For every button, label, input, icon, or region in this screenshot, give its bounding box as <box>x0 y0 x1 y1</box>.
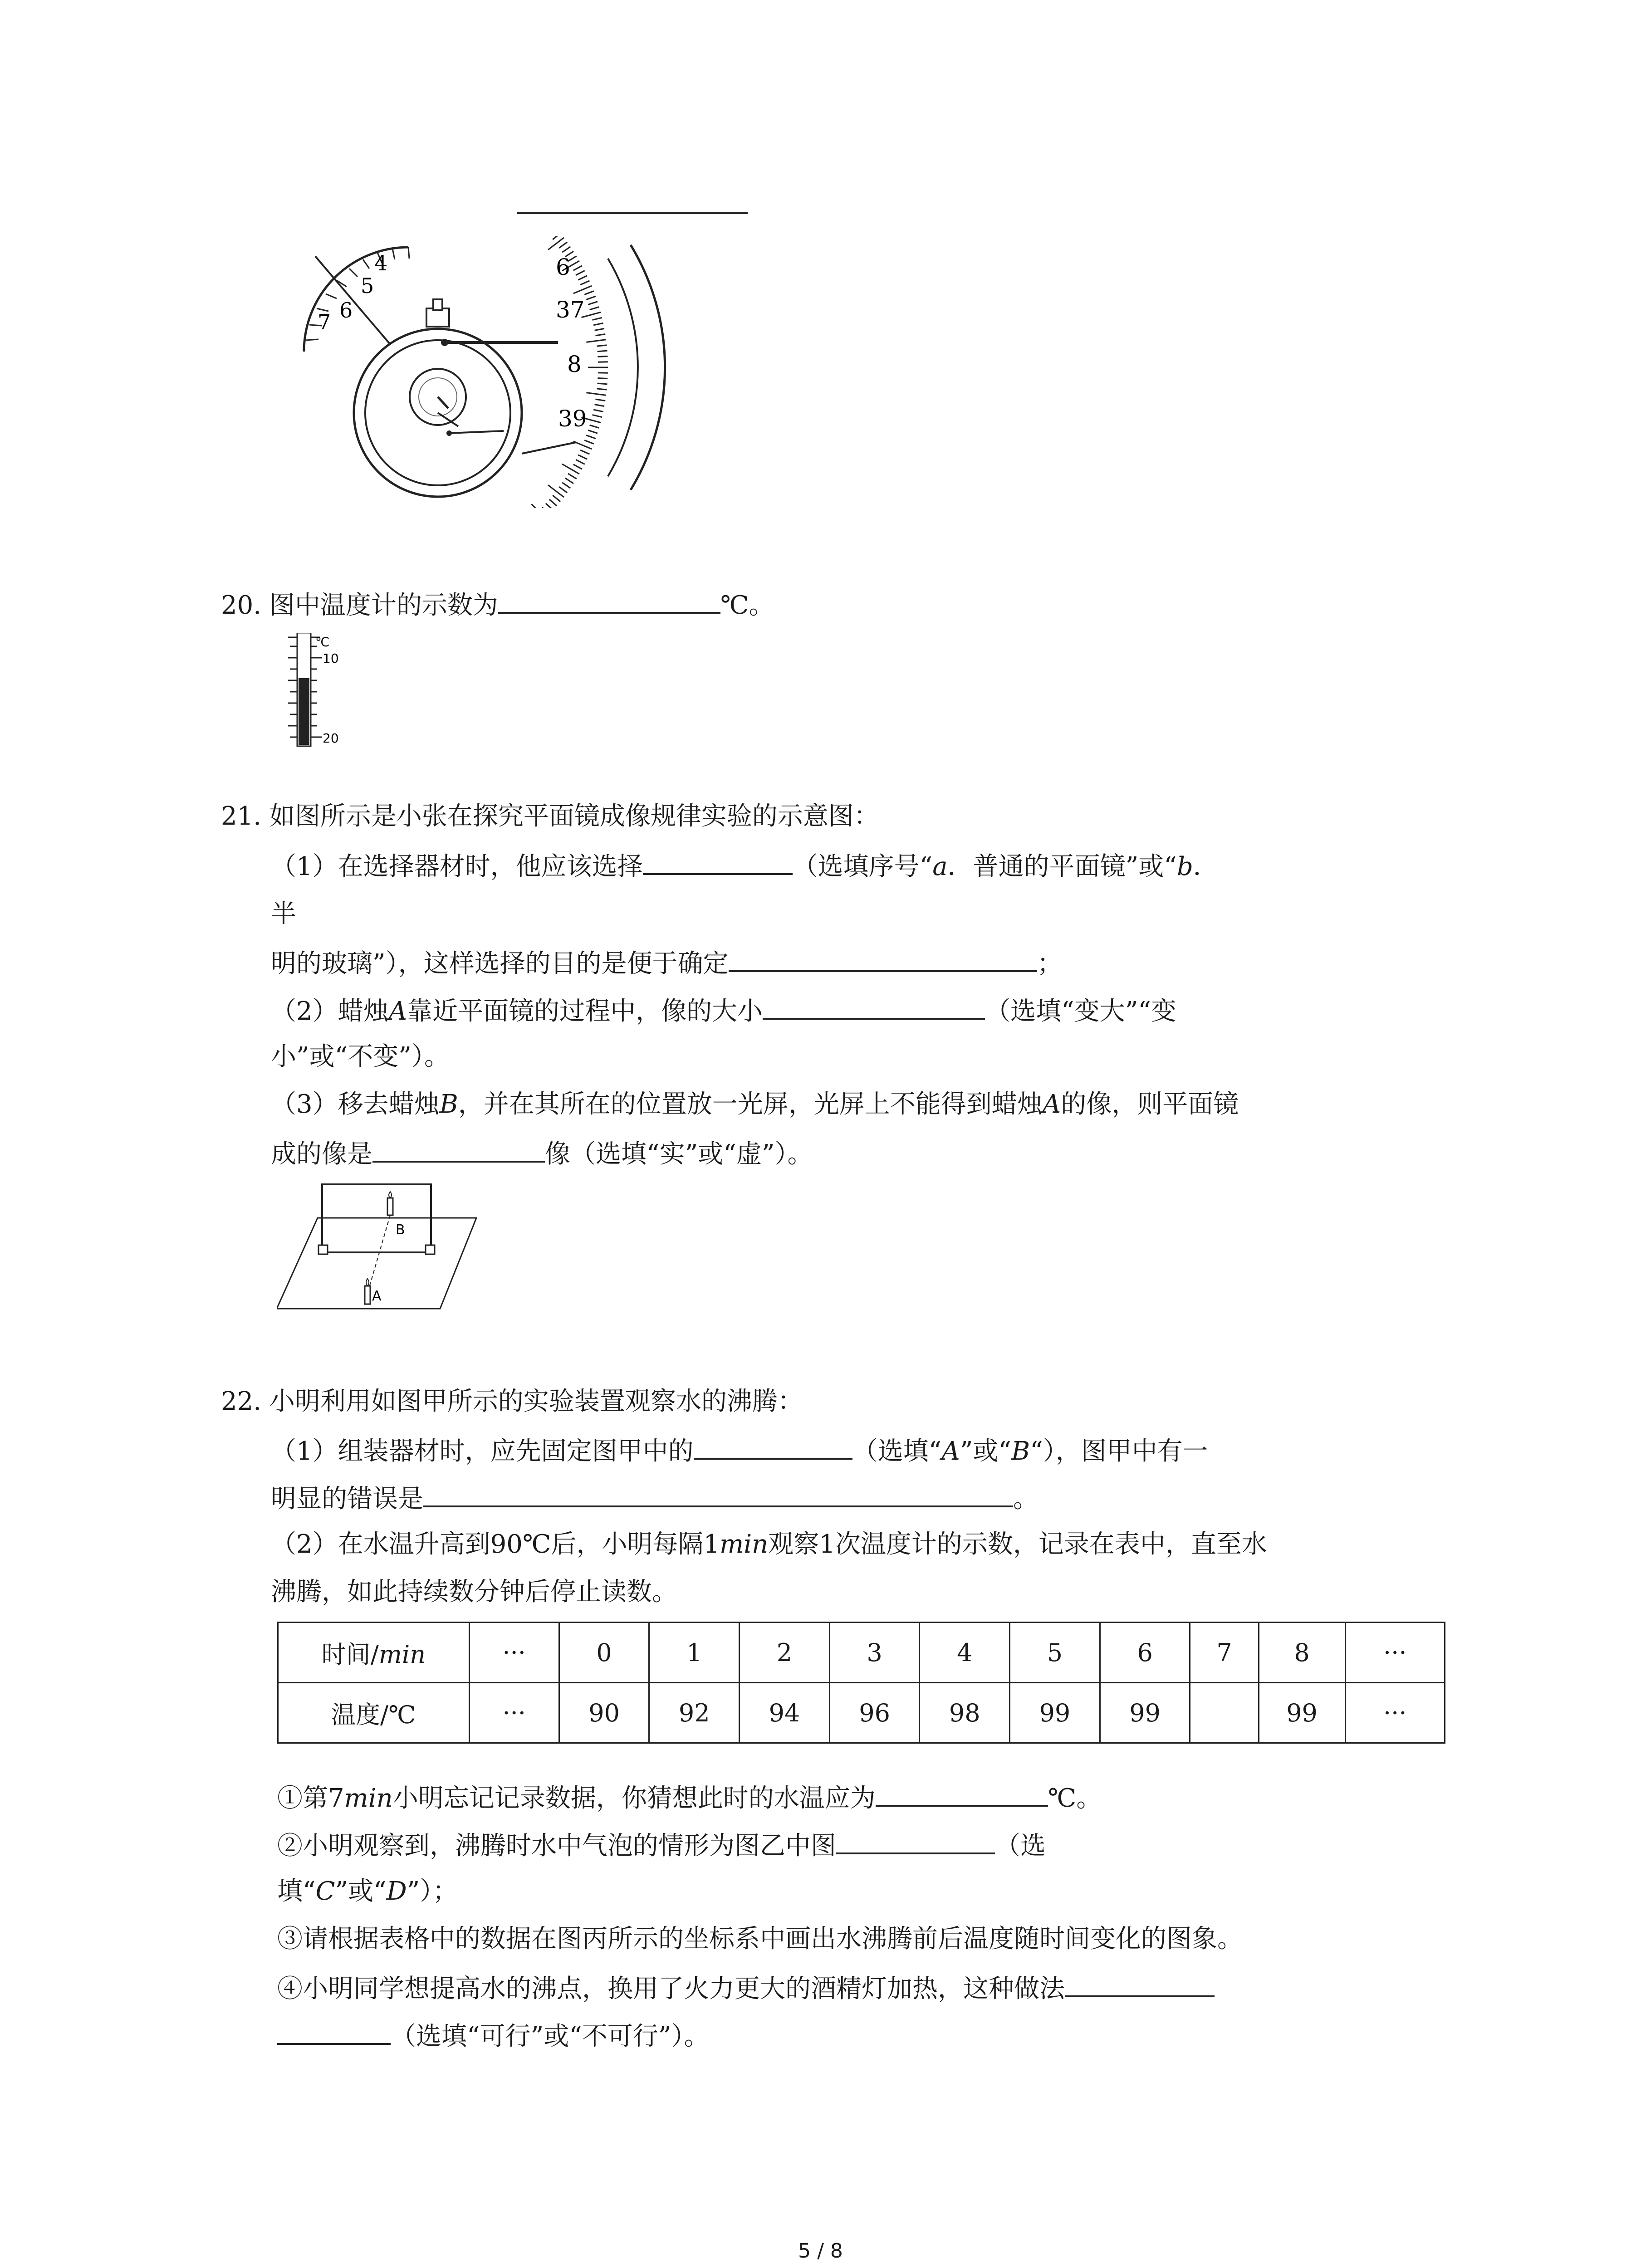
q22-sub2-line2: 填“C”或“D”）； <box>277 1877 458 1906</box>
table-header-time: 时间/min <box>278 1623 470 1683</box>
scale-tick <box>593 410 603 412</box>
scale-tick <box>573 266 582 270</box>
thermometer-tick-10: 10 <box>323 651 339 666</box>
q21-part1-line1: （1）在选择器材时，他应该选择 （选填序号“a．普通的平面镜”或“b． <box>271 849 1219 883</box>
scale-tick <box>531 504 545 508</box>
stopwatch-figure <box>295 236 667 508</box>
scale-tick <box>576 459 585 464</box>
data-table <box>277 1622 1445 1744</box>
q22-part2-line1: （2）在水温升高到90℃后，小明每隔1min观察1次温度计的示数，记录在表中，直至水 <box>271 1530 1267 1559</box>
scale-tick <box>598 356 607 357</box>
q21-part1-blank[interactable] <box>643 849 793 875</box>
table-cell: ··· <box>469 1623 559 1683</box>
table-cell: 92 <box>649 1683 740 1743</box>
q22-error-blank[interactable] <box>423 1481 1013 1507</box>
table-cell: 3 <box>829 1623 920 1683</box>
scale-tick <box>548 238 564 250</box>
q22-intro: 22. 小明利用如图甲所示的实验装置观察水的沸腾： <box>221 1387 803 1416</box>
scale-tick <box>573 464 582 469</box>
scale-tick <box>586 393 606 396</box>
small-dial-label-7: 7 <box>318 310 331 334</box>
scale-tick <box>542 507 549 508</box>
q22-part1-line2: 明显的错误是 。 <box>271 1481 1038 1515</box>
scale-tick <box>562 247 570 252</box>
scale-tick <box>553 495 560 502</box>
scale-tick <box>593 415 602 417</box>
small-dial-label-5: 5 <box>361 274 374 298</box>
table-cell: 6 <box>1100 1623 1190 1683</box>
q21-part3-line1: （3）移去蜡烛B，并在其所在的位置放一光屏，光屏上不能得到蜡烛A的像，则平面镜 <box>271 1090 1239 1119</box>
thermometer-unit: ℃ <box>315 635 330 650</box>
q21-purpose-blank[interactable] <box>729 946 1037 972</box>
table-row-time <box>278 1623 1445 1683</box>
q21-image-type-blank[interactable] <box>372 1136 545 1163</box>
table-cell: 1 <box>649 1623 740 1683</box>
candle-b-label: B <box>396 1222 405 1238</box>
q21-intro: 21. 如图所示是小张在探究平面镜成像规律实验的示意图： <box>221 802 879 831</box>
q22-temp-guess-blank[interactable] <box>876 1780 1048 1807</box>
table-cell-empty[interactable] <box>1190 1683 1259 1743</box>
scale-tick <box>597 345 607 346</box>
table-cell: 99 <box>1010 1683 1100 1743</box>
scale-tick <box>580 281 589 285</box>
q20-line: 20. 图中温度计的示数为 ℃。 <box>221 587 774 621</box>
scale-tick <box>593 318 602 320</box>
table-cell: 0 <box>559 1623 649 1683</box>
q21-part2-line1: （2）蜡烛A靠近平面镜的过程中，像的大小 （选填“变大”“变 <box>271 993 1176 1027</box>
plane-mirror-figure <box>277 1182 485 1318</box>
q21-part1-line2: 半 <box>271 899 296 929</box>
table-cell: ··· <box>1345 1623 1445 1683</box>
q22-part2-line2: 沸腾，如此持续数分钟后停止读数。 <box>271 1577 677 1607</box>
q22-sub4-line1: ④小明同学想提高水的沸点，换用了火力更大的酒精灯加热，这种做法 <box>277 1971 1215 2005</box>
table-header-temperature: 温度/℃ <box>278 1683 470 1743</box>
q20-answer-blank[interactable] <box>498 587 720 614</box>
table-cell: 2 <box>740 1623 830 1683</box>
table-cell: 5 <box>1010 1623 1100 1683</box>
thermometer-figure <box>284 633 356 751</box>
scale-tick <box>584 440 594 444</box>
scale-tick <box>578 276 587 280</box>
scale-tick <box>586 296 596 299</box>
big-scale-label-8: 8 <box>567 351 582 377</box>
scale-tick <box>562 483 570 488</box>
scale-tick <box>586 435 596 439</box>
q21-part2-line2: 小”或“不变”）。 <box>271 1042 450 1071</box>
q22-fix-first-blank[interactable] <box>694 1433 852 1460</box>
scale-tick <box>578 455 587 459</box>
candle-a-label: A <box>372 1288 382 1304</box>
big-scale-label-6: 6 <box>556 254 570 280</box>
table-cell: 4 <box>920 1623 1010 1683</box>
q21-size-blank[interactable] <box>763 993 985 1020</box>
page-number: 5 / 8 <box>798 2239 843 2263</box>
scale-tick <box>553 236 560 240</box>
scale-tick <box>594 405 604 406</box>
q22-sub3: ③请根据表格中的数据在图丙所示的坐标系中画出水沸腾前后温度随时间变化的图象。 <box>277 1924 1243 1954</box>
scale-tick <box>598 351 607 352</box>
small-dial-label-4: 4 <box>374 251 388 275</box>
q22-feasibility-blank-a[interactable] <box>1065 1971 1215 1997</box>
q22-part1-line1: （1）组装器材时，应先固定图甲中的 （选填“A”或“B“），图甲中有一 <box>271 1433 1208 1467</box>
q22-sub1: ①第7min小明忘记记录数据，你猜想此时的水温应为 ℃。 <box>277 1780 1102 1814</box>
scale-tick <box>576 271 585 275</box>
table-cell: ··· <box>469 1683 559 1743</box>
scale-tick <box>565 478 573 484</box>
scale-tick <box>584 291 594 295</box>
scale-tick <box>559 242 567 248</box>
scale-tick <box>580 450 589 454</box>
table-cell: ··· <box>1345 1683 1445 1743</box>
scale-tick <box>595 399 605 401</box>
scale-tick <box>586 340 606 342</box>
table-cell: 99 <box>1259 1683 1345 1743</box>
table-cell: 94 <box>740 1683 830 1743</box>
scale-tick <box>597 389 607 390</box>
scale-tick <box>549 499 557 506</box>
scale-tick <box>590 425 599 428</box>
scale-tick <box>559 487 567 493</box>
scale-tick <box>598 383 607 384</box>
scale-tick <box>594 328 604 330</box>
q21-part1-line3: 明的玻璃”），这样选择的目的是便于确定 ； <box>271 946 1063 980</box>
scale-tick <box>593 323 603 325</box>
top-answer-blank[interactable] <box>517 212 748 214</box>
table-cell: 98 <box>920 1683 1010 1743</box>
q22-sub2-line1: ②小明观察到，沸腾时水中气泡的情形为图乙中图 （选 <box>277 1828 1046 1862</box>
table-cell: 99 <box>1100 1683 1190 1743</box>
small-dial-label-6: 6 <box>339 298 353 323</box>
table-cell: 7 <box>1190 1623 1259 1683</box>
scale-tick <box>546 503 553 508</box>
scale-tick <box>588 302 598 305</box>
q22-feasibility-blank-b[interactable] <box>277 2019 391 2045</box>
table-row-temperature <box>278 1683 1445 1743</box>
q22-sub4-line2: （选填“可行”或“不可行”）。 <box>277 2019 710 2053</box>
scale-tick <box>595 334 605 335</box>
table-cell: 90 <box>559 1683 649 1743</box>
q22-bubble-blank[interactable] <box>836 1828 995 1854</box>
big-scale-label-37: 37 <box>556 297 585 323</box>
thermometer-tick-20: 20 <box>323 731 339 746</box>
big-scale-label-39: 39 <box>558 406 587 432</box>
table-cell: 96 <box>829 1683 920 1743</box>
q21-part3-line2: 成的像是 像（选填“实”或“虚”）。 <box>271 1136 813 1170</box>
scale-tick <box>588 430 598 433</box>
scale-tick <box>548 485 564 497</box>
table-cell: 8 <box>1259 1623 1345 1683</box>
scale-tick <box>590 307 599 310</box>
scale-tick <box>568 474 577 479</box>
